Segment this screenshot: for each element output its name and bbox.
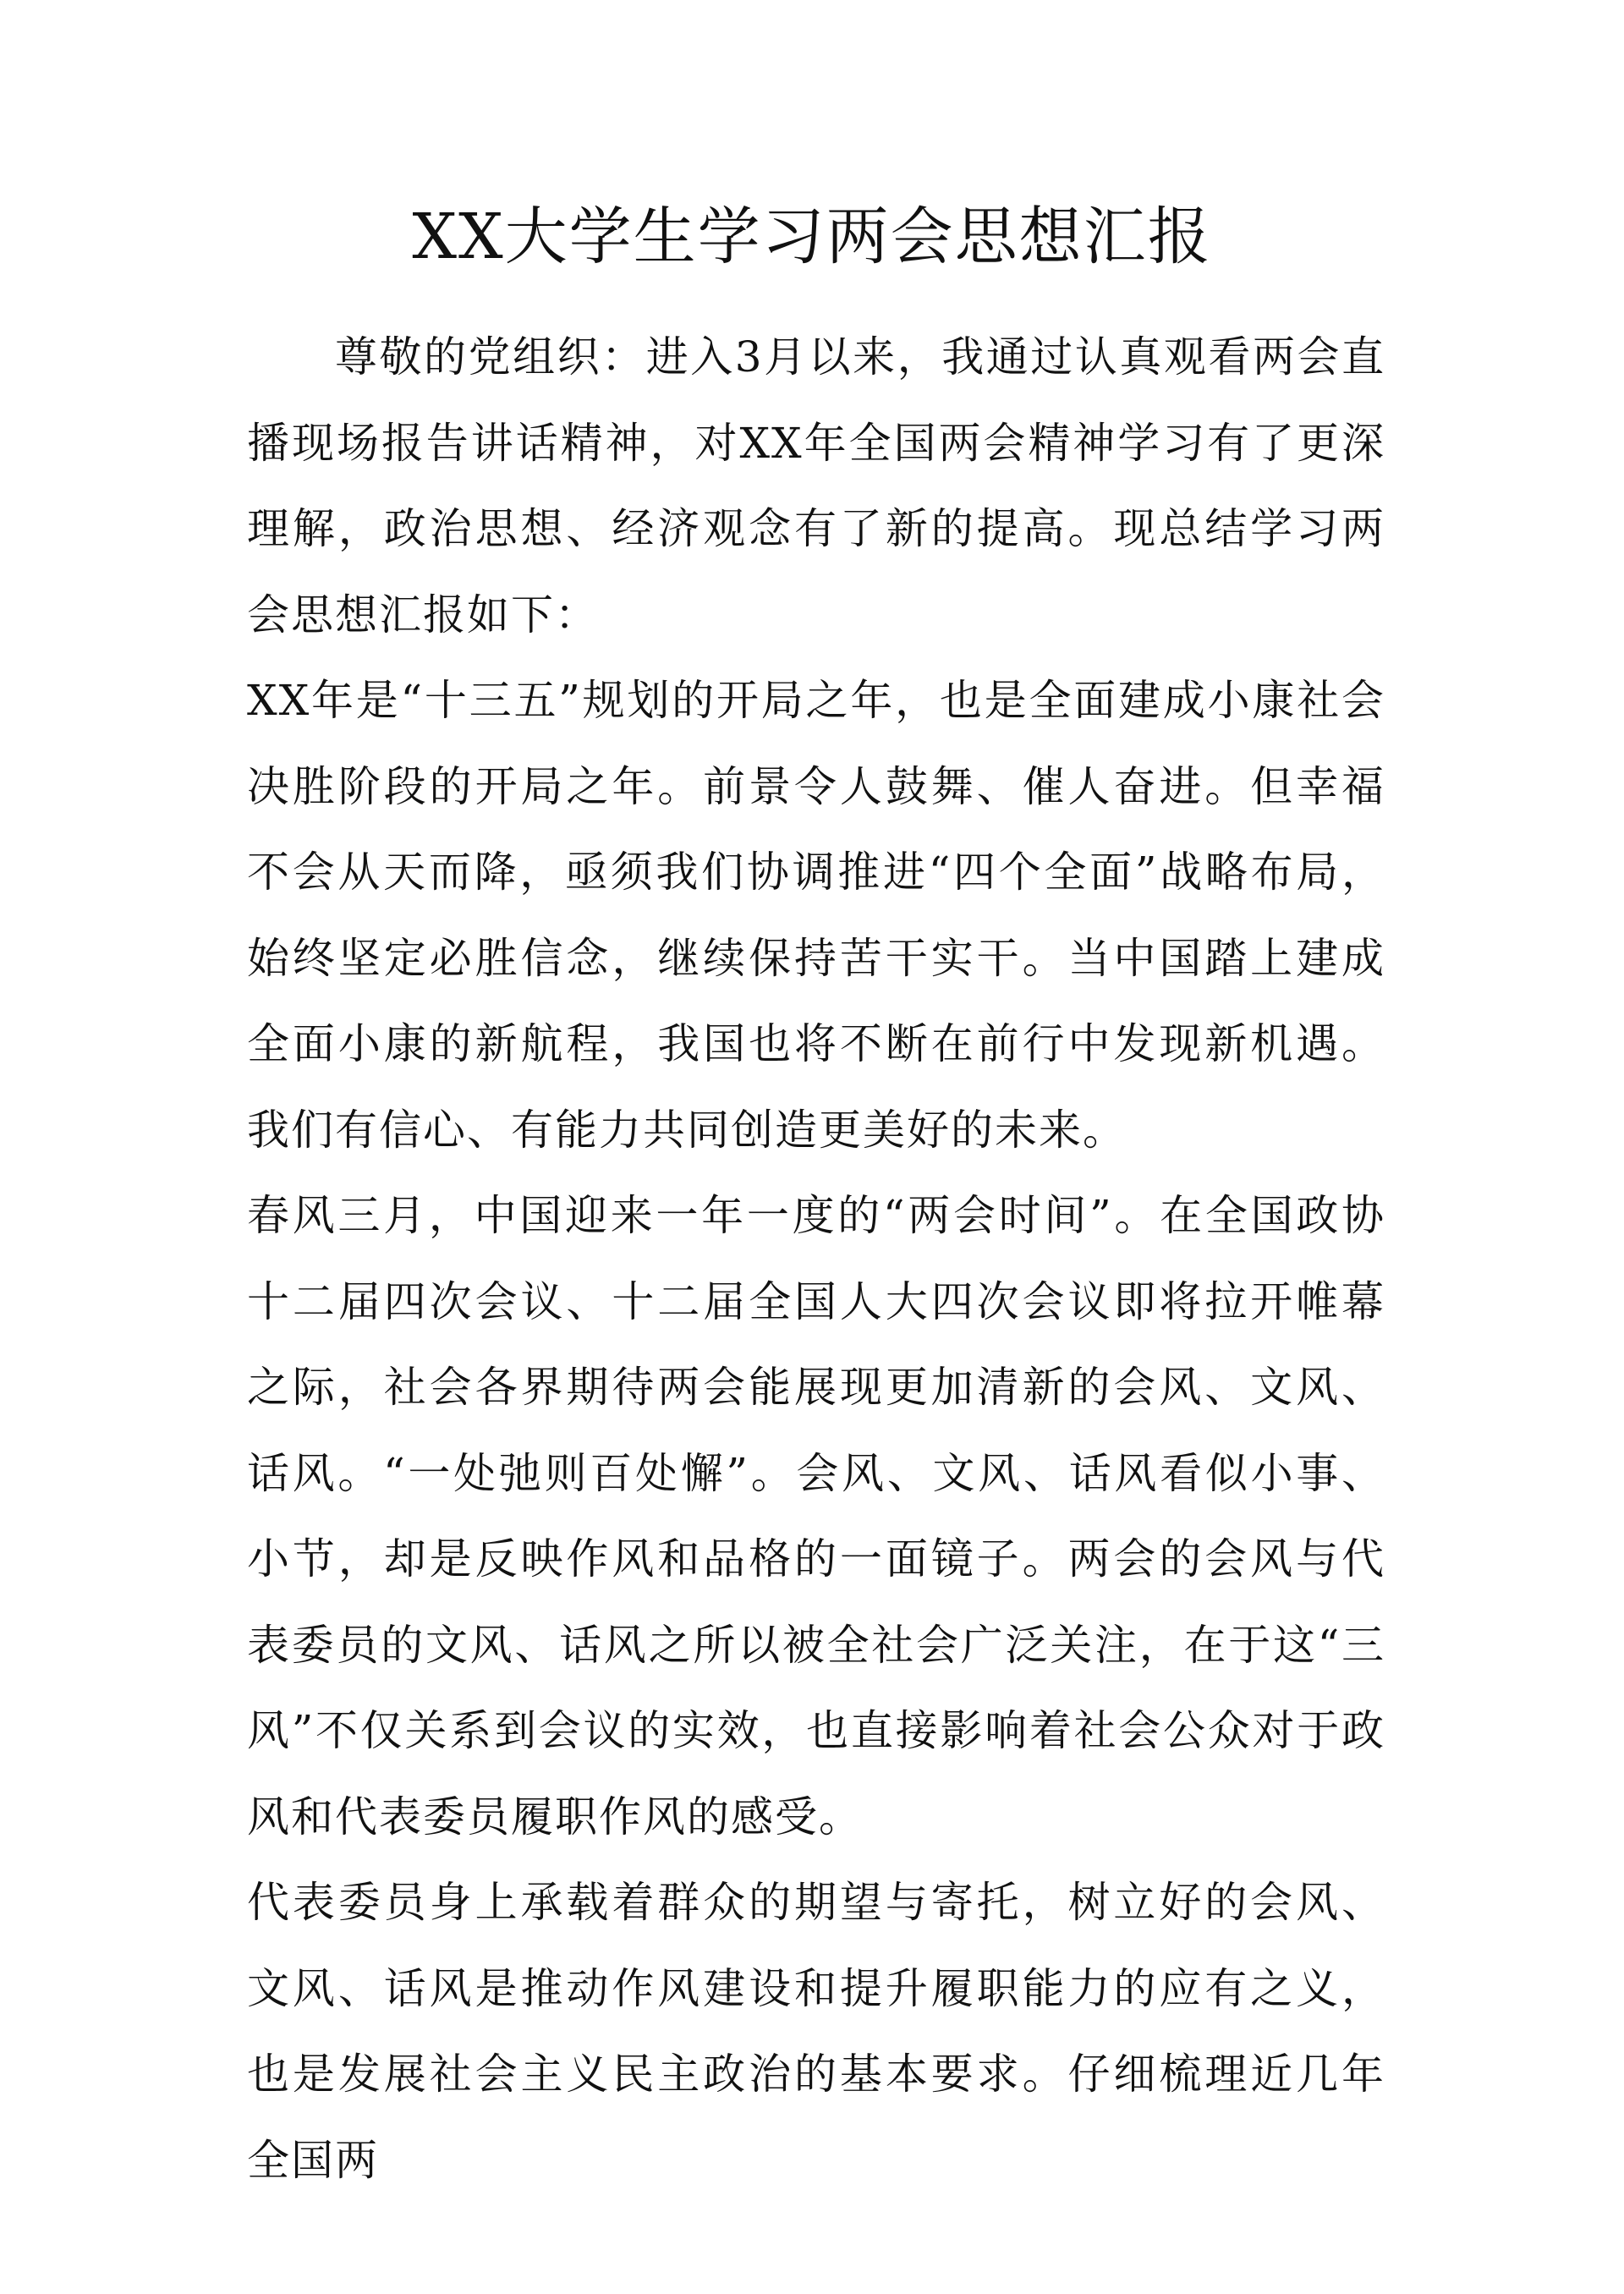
paragraph-2: XX年是“十三五”规划的开局之年，也是全面建成小康社会决胜阶段的开局之年。前景令人鼓舞、催人奋进。但幸福不会从天而降，亟须我们协调推进“四个全面”战略布局，始终坚定必胜信念，继续保持苦干实干。当中国踏上建成全面小康的新航程，我国也将不断在前行中发现新机遇。我们有信心、有能力共同创造更美好的未来。 (247, 676, 1385, 1155)
document-body (247, 315, 1385, 2203)
paragraph-3: 春风三月，中国迎来一年一度的“两会时间”。在全国政协十二届四次会议、十二届全国人大四次会议即将拉开帷幕之际，社会各界期待两会能展现更加清新的会风、文风、话风。“一处弛则百处懈”。会风、文风、话风看似小事、小节，却是反映作风和品格的一面镜子。两会的会风与代表委员的文风、话风之所以被全社会广泛关注，在于这“三风”不仅关系到会议的实效，也直接影响着社会公众对于政风和代表委员履职作风的感受。 (247, 1191, 1385, 1841)
paragraph-4: 代表委员身上承载着群众的期望与寄托，树立好的会风、文风、话风是推动作风建设和提升履职能力的应有之义，也是发展社会主义民主政治的基本要求。仔细梳理近几年全国两 (247, 1878, 1385, 2185)
document-title: XX大学生学习两会思想汇报 (412, 200, 1212, 273)
paragraph-intro: 尊敬的党组织：进入3月以来，我通过认真观看两会直播现场报告讲话精神，对XX年全国两会精神学习有了更深理解，政治思想、经济观念有了新的提高。现总结学习两会思想汇报如下： (247, 332, 1385, 639)
